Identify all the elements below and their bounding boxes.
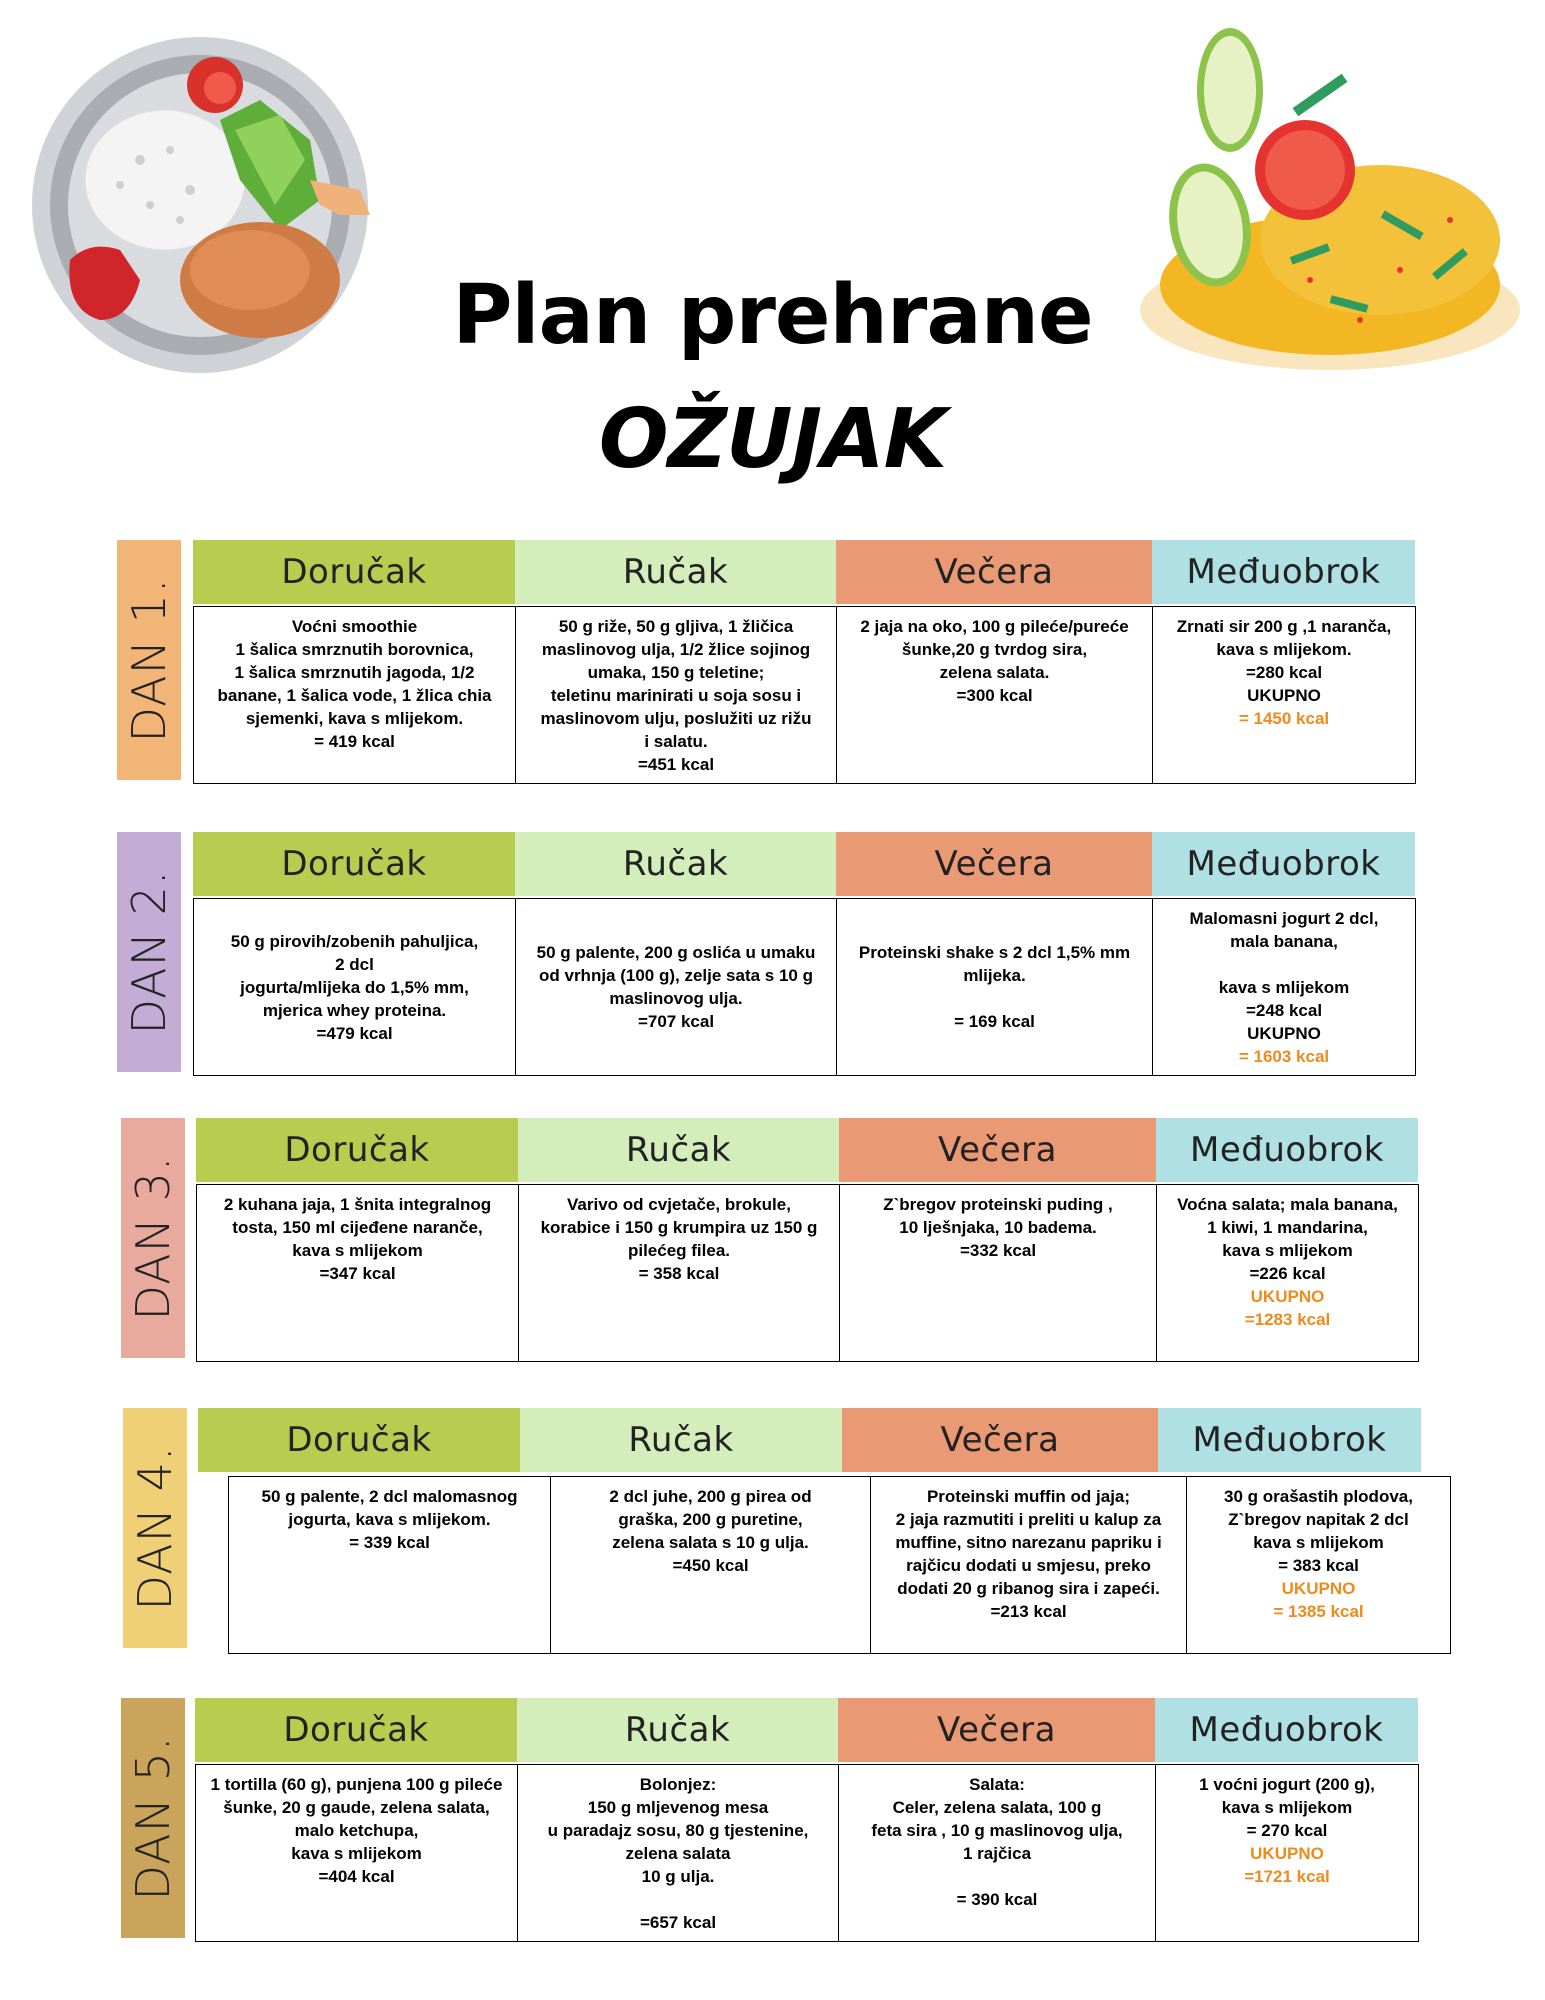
day-5-section bbox=[0, 1698, 1545, 1938]
meal-text-line: feta sira , 10 g maslinovog ulja, bbox=[871, 1821, 1123, 1840]
meal-text-line bbox=[1190, 953, 1379, 976]
meal-text-line bbox=[548, 1888, 809, 1911]
meal-text-line: =332 kcal bbox=[959, 1241, 1037, 1260]
meal-text-line: kava s mlijekom. bbox=[1216, 640, 1352, 659]
meal-text-line: =404 kcal bbox=[318, 1867, 395, 1886]
meal-text-line: malo ketchupa, bbox=[294, 1821, 419, 1840]
meal-text-line: maslinovog ulja, 1/2 žlice sojinog bbox=[541, 640, 811, 659]
meal-text-line: Z`bregov proteinski puding , bbox=[883, 1195, 1113, 1214]
breakfast-header: Doručak bbox=[195, 1698, 517, 1762]
meal-text-line: graška, 200 g puretine, bbox=[618, 1510, 803, 1529]
meal-text-line: kava s mlijekom bbox=[1218, 977, 1350, 997]
meal-text-line: =451 kcal bbox=[637, 755, 715, 774]
total-kcal: = 1450 kcal bbox=[1238, 709, 1330, 728]
meal-text-line: =226 kcal bbox=[1249, 1264, 1326, 1283]
day-label-tab bbox=[121, 1698, 185, 1938]
meal-text-line: muffine, sitno narezanu papriku i bbox=[895, 1533, 1162, 1552]
meal-text-line: Malomasni jogurt 2 dcl, bbox=[1189, 908, 1379, 928]
meal-text-line: =347 kcal bbox=[319, 1264, 396, 1283]
meal-text-line: 2 jaja na oko, 100 g pileće/pureće bbox=[860, 617, 1129, 636]
dinner-cell bbox=[836, 606, 1153, 784]
breakfast-cell bbox=[193, 606, 516, 784]
day-label-tab bbox=[117, 540, 181, 780]
dinner-header: Večera bbox=[838, 1698, 1155, 1762]
dinner-header: Večera bbox=[836, 832, 1152, 896]
day-label-tab bbox=[117, 832, 181, 1072]
meal-text-line: Voćna salata; mala banana, bbox=[1177, 1195, 1398, 1214]
lunch-cell bbox=[550, 1476, 871, 1654]
meal-text-line bbox=[859, 987, 1130, 1010]
meal-text-line: 50 g palente, 2 dcl malomasnog bbox=[261, 1487, 518, 1506]
meal-text-line: =707 kcal bbox=[637, 1012, 715, 1031]
lunch-header: Ručak bbox=[517, 1698, 838, 1762]
meal-text-line: 10 lješnjaka, 10 badema. bbox=[899, 1218, 1097, 1237]
meal-text-line: jogurta, kava s mlijekom. bbox=[288, 1510, 491, 1529]
breakfast-cell bbox=[195, 1764, 518, 1942]
meal-text-line: 50 g palente, 200 g oslića u umaku bbox=[536, 943, 816, 962]
meal-text-line: zelena salata s 10 g ulja. bbox=[612, 1533, 809, 1552]
meal-text-line: 1 tortilla (60 g), punjena 100 g pileće bbox=[210, 1775, 503, 1794]
snack-header: Međuobrok bbox=[1155, 1698, 1418, 1762]
day-label: DAN 2. bbox=[122, 869, 176, 1035]
lunch-header: Ručak bbox=[518, 1118, 839, 1182]
day-3-section bbox=[0, 1118, 1545, 1358]
snack-cell bbox=[1156, 1184, 1419, 1362]
day-label: DAN 1. bbox=[122, 577, 176, 743]
meal-text-line: tosta, 150 ml cijeđene naranče, bbox=[232, 1218, 483, 1237]
meal-text-line: = 419 kcal bbox=[314, 732, 395, 751]
dinner-header: Večera bbox=[842, 1408, 1158, 1472]
meal-text-line: kava s mlijekom bbox=[1222, 1241, 1353, 1260]
meal-text-line: 2 jaja razmutiti i preliti u kalup za bbox=[895, 1510, 1162, 1529]
meal-text-line: i salatu. bbox=[644, 732, 708, 751]
meal-text-line: jogurta/mlijeka do 1,5% mm, bbox=[240, 977, 469, 997]
meal-text-line: =213 kcal bbox=[990, 1602, 1067, 1621]
meal-text-line: teletinu marinirati u soja sosu i bbox=[550, 686, 802, 705]
snack-cell bbox=[1186, 1476, 1451, 1654]
total-label: UKUPNO bbox=[1250, 1287, 1325, 1306]
meal-text-line: Voćni smoothie bbox=[291, 617, 418, 636]
meal-text-line: 10 g ulja. bbox=[641, 1867, 715, 1886]
meal-text-line: mala banana, bbox=[1230, 931, 1338, 951]
total-kcal: =1721 kcal bbox=[1244, 1867, 1330, 1886]
total-label: UKUPNO bbox=[1250, 1844, 1324, 1863]
lunch-cell bbox=[517, 1764, 839, 1942]
snack-header: Međuobrok bbox=[1152, 832, 1415, 896]
meal-text-line: Celer, zelena salata, 100 g bbox=[892, 1798, 1102, 1817]
meal-text-line: maslinovom ulju, poslužiti uz rižu bbox=[540, 709, 812, 728]
page-title: Plan prehrane bbox=[452, 268, 1093, 363]
meal-text-line: 1 šalica smrznutih jagoda, 1/2 bbox=[234, 663, 475, 682]
breakfast-cell bbox=[196, 1184, 519, 1362]
meal-text-line: kava s mlijekom bbox=[291, 1844, 422, 1863]
meal-text-line: UKUPNO bbox=[1247, 1023, 1321, 1043]
meal-text-line: =657 kcal bbox=[639, 1913, 717, 1932]
meal-text-line: Varivo od cvjetače, brokule, bbox=[567, 1195, 791, 1214]
day-2-section bbox=[0, 832, 1545, 1072]
meal-text-line: Proteinski muffin od jaja; bbox=[926, 1487, 1131, 1506]
total-kcal: = 1385 kcal bbox=[1273, 1602, 1364, 1621]
meal-text-line bbox=[871, 1865, 1122, 1888]
meal-text-line: šunke,20 g tvrdog sira, bbox=[901, 640, 1088, 659]
dinner-cell bbox=[836, 898, 1153, 1076]
lunch-header: Ručak bbox=[515, 832, 836, 896]
meal-text-line: 150 g mljevenog mesa bbox=[587, 1798, 769, 1817]
meal-text-line: kava s mlijekom bbox=[1253, 1533, 1384, 1552]
total-kcal: =1283 kcal bbox=[1244, 1310, 1331, 1329]
meal-text-line: 2 dcl juhe, 200 g pirea od bbox=[609, 1487, 812, 1506]
meal-text-line: =248 kcal bbox=[1245, 1000, 1323, 1020]
meal-text-line: Zrnati sir 200 g ,1 naranča, bbox=[1176, 617, 1392, 636]
meal-text-line: 50 g riže, 50 g gljiva, 1 žličica bbox=[558, 617, 794, 636]
meal-text-line: Salata: bbox=[969, 1775, 1025, 1794]
breakfast-cell bbox=[193, 898, 516, 1076]
meal-text-line: = 358 kcal bbox=[638, 1264, 720, 1283]
snack-cell bbox=[1155, 1764, 1419, 1942]
meal-text-line: Bolonjez: bbox=[639, 1775, 717, 1794]
snack-cell bbox=[1152, 898, 1416, 1076]
total-kcal: = 1603 kcal bbox=[1238, 1046, 1330, 1066]
page-subtitle: OŽUJAK bbox=[598, 392, 947, 487]
meal-text-line: =300 kcal bbox=[956, 686, 1033, 705]
day-label: DAN 4. bbox=[128, 1445, 182, 1611]
meal-text-line: umaka, 150 g teletine; bbox=[587, 663, 765, 682]
meal-text-line: maslinovog ulja. bbox=[609, 989, 743, 1008]
meal-text-line: kava s mlijekom bbox=[1221, 1798, 1353, 1817]
breakfast-header: Doručak bbox=[196, 1118, 518, 1182]
dinner-header: Večera bbox=[836, 540, 1152, 604]
snack-cell bbox=[1152, 606, 1416, 784]
snack-header: Međuobrok bbox=[1158, 1408, 1421, 1472]
dinner-cell bbox=[870, 1476, 1187, 1654]
meal-text-line: =479 kcal bbox=[316, 1023, 393, 1043]
lunch-cell bbox=[518, 1184, 840, 1362]
day-4-section bbox=[0, 1408, 1545, 1648]
meal-text-line: korabice i 150 g krumpira uz 150 g bbox=[540, 1218, 818, 1237]
dinner-cell bbox=[838, 1764, 1156, 1942]
breakfast-cell bbox=[228, 1476, 551, 1654]
meal-text-line: UKUPNO bbox=[1247, 686, 1321, 705]
meal-text-line: rajčicu dodati u smjesu, preko bbox=[906, 1556, 1151, 1575]
dinner-header: Večera bbox=[839, 1118, 1156, 1182]
meal-text-line: Z`bregov napitak 2 dcl bbox=[1228, 1510, 1409, 1529]
meal-text-line: 1 voćni jogurt (200 g), bbox=[1199, 1775, 1375, 1794]
meal-text-line: 50 g pirovih/zobenih pahuljica, bbox=[230, 931, 479, 951]
meal-text-line: sjemenki, kava s mlijekom. bbox=[245, 709, 464, 728]
meal-text-line: banane, 1 šalica vode, 1 žlica chia bbox=[217, 686, 492, 705]
lunch-header: Ručak bbox=[520, 1408, 842, 1472]
meal-text-line: mlijeka. bbox=[963, 966, 1026, 985]
day-1-section bbox=[0, 540, 1545, 780]
meal-text-line: mjerica whey proteina. bbox=[262, 1000, 447, 1020]
day-label: DAN 3. bbox=[126, 1155, 180, 1321]
meal-text-line: zelena salata bbox=[625, 1844, 731, 1863]
meal-text-line: 1 rajčica bbox=[962, 1844, 1032, 1863]
breakfast-header: Doručak bbox=[198, 1408, 520, 1472]
meal-text-line: 1 šalica smrznutih borovnica, bbox=[235, 640, 474, 659]
meal-text-line: = 169 kcal bbox=[954, 1012, 1035, 1031]
meal-text-line: 1 kiwi, 1 mandarina, bbox=[1207, 1218, 1368, 1237]
lunch-header: Ručak bbox=[515, 540, 836, 604]
meal-text-line: = 383 kcal bbox=[1278, 1556, 1359, 1575]
snack-header: Međuobrok bbox=[1156, 1118, 1418, 1182]
meal-text-line: 2 kuhana jaja, 1 šnita integralnog bbox=[223, 1195, 492, 1214]
meal-text-line: zelena salata. bbox=[939, 663, 1050, 682]
meal-text-line: = 339 kcal bbox=[349, 1533, 430, 1552]
breakfast-header: Doručak bbox=[193, 540, 515, 604]
meal-text-line: Proteinski shake s 2 dcl 1,5% mm bbox=[858, 943, 1131, 962]
meal-text-line: =450 kcal bbox=[672, 1556, 749, 1575]
day-label-tab bbox=[121, 1118, 185, 1358]
meal-text-line: od vrhnja (100 g), zelje sata s 10 g bbox=[539, 966, 813, 985]
meal-text-line: =280 kcal bbox=[1245, 663, 1323, 682]
lunch-cell bbox=[515, 606, 837, 784]
meal-text-line: = 390 kcal bbox=[956, 1890, 1038, 1909]
lunch-cell bbox=[515, 898, 837, 1076]
breakfast-header: Doručak bbox=[193, 832, 515, 896]
day-label: DAN 5. bbox=[126, 1735, 180, 1901]
meal-text-line: šunke, 20 g gaude, zelena salata, bbox=[223, 1798, 490, 1817]
day-label-tab bbox=[123, 1408, 187, 1648]
meal-text-line: dodati 20 g ribanog sira i zapeći. bbox=[897, 1579, 1160, 1598]
meal-text-line: u paradajz sosu, 80 g tjestenine, bbox=[547, 1821, 809, 1840]
meal-text-line: 2 dcl bbox=[335, 954, 374, 974]
meal-text-line: pilećeg filea. bbox=[627, 1241, 731, 1260]
meal-text-line: kava s mlijekom bbox=[292, 1241, 423, 1260]
total-label: UKUPNO bbox=[1281, 1579, 1356, 1598]
meal-text-line: 30 g orašastih plodova, bbox=[1224, 1487, 1413, 1506]
snack-header: Međuobrok bbox=[1152, 540, 1415, 604]
dinner-cell bbox=[839, 1184, 1157, 1362]
meal-text-line: = 270 kcal bbox=[1246, 1821, 1328, 1840]
